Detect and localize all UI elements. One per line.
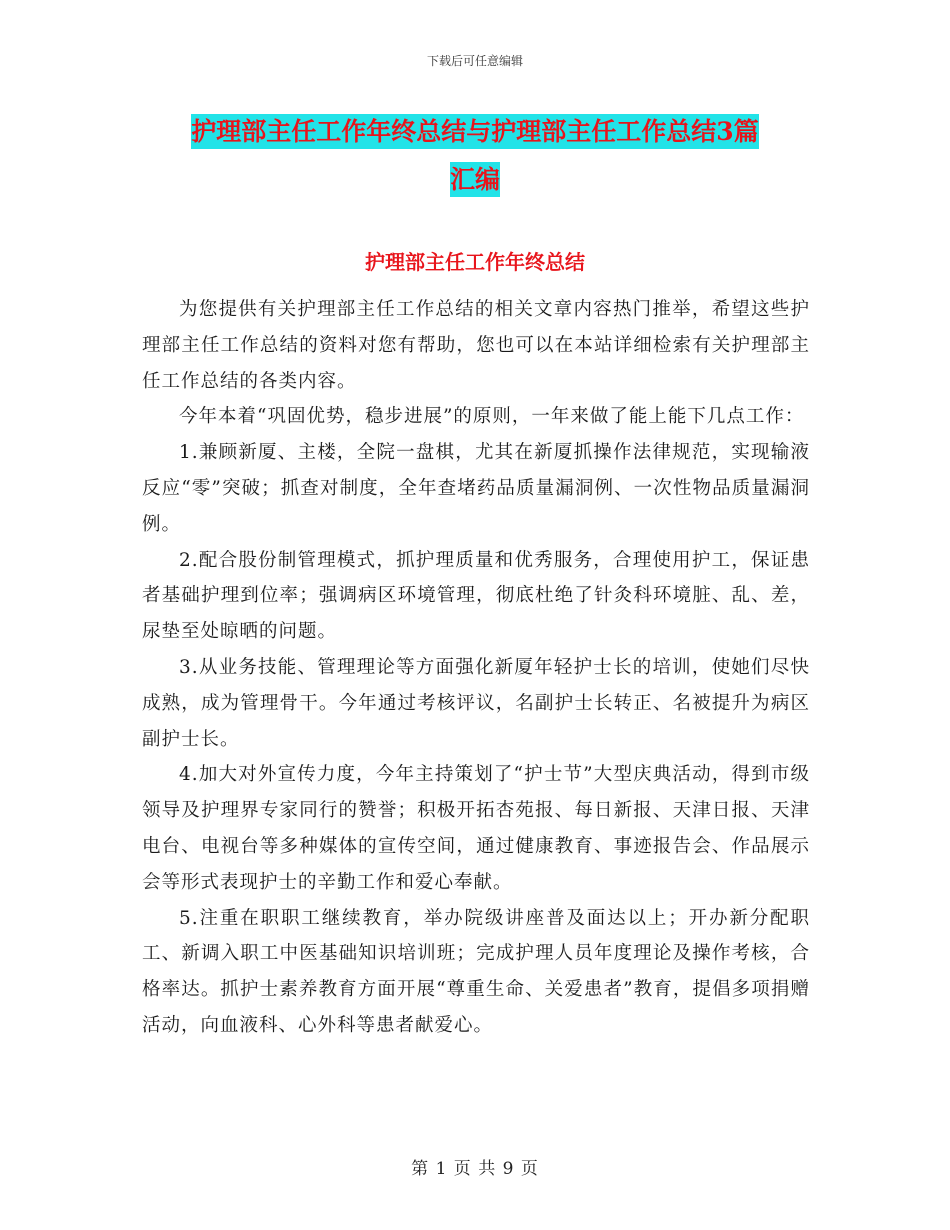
- paragraph-item-5: 5.注重在职职工继续教育，举办院级讲座普及面达以上；开办新分配职工、新调入职工中医基础知识培训班；完成护理人员年度理论及操作考核，合格率达。抓护士素养教育方面开展“尊重生命、关爱患者”教育，提倡多项捐赠活动，向血液科、心外科等患者献爱心。: [142, 907, 810, 1036]
- header-note: 下载后可任意编辑: [426, 54, 523, 68]
- document-body: [142, 292, 810, 1044]
- paragraph-item-1: 1.兼顾新厦、主楼，全院一盘棋，尤其在新厦抓操作法律规范，实现输液反应“零”突破；抓查对制度，全年查堵药品质量漏洞例、一次性物品质量漏洞例。: [142, 442, 810, 535]
- paragraph-principle: 今年本着“巩固优势，稳步进展”的原则，一年来做了能上能下几点工作：: [179, 406, 805, 428]
- paragraph-intro: 为您提供有关护理部主任工作总结的相关文章内容热门推举，希望这些护理部主任工作总结的资料对您有帮助，您也可以在本站详细检索有关护理部主任工作总结的各类内容。: [142, 299, 810, 392]
- paragraph-item-2: 2.配合股份制管理模式，抓护理质量和优秀服务，合理使用护工，保证患者基础护理到位率；强调病区环境管理，彻底杜绝了针灸科环境脏、乱、差，尿垫至处晾晒的问题。: [142, 549, 810, 643]
- paragraph-item-3: 3.从业务技能、管理理论等方面强化新厦年轻护士长的培训，使她们尽快成熟，成为管理骨干。今年通过考核评议，名副护士长转正、名被提升为病区副护士长。: [142, 656, 810, 750]
- document-title-line1: 护理部主任工作年终总结与护理部主任工作总结3篇: [191, 114, 758, 149]
- section-title: 护理部主任工作年终总结: [365, 250, 585, 274]
- paragraph-item-4: 4.加大对外宣传力度，今年主持策划了“护士节”大型庆典活动，得到市级领导及护理界专家同行的赞誉；积极开拓杏苑报、每日新报、天津日报、天津电台、电视台等多种媒体的宣传空间，通过健康教育、事迹报告会、作品展示会等形式表现护士的辛勤工作和爱心奉献。: [142, 764, 810, 893]
- document-title-line2: 汇编: [450, 162, 500, 197]
- page-number-footer: 第 1 页 共 9 页: [411, 1159, 539, 1179]
- document-title: [0, 108, 950, 204]
